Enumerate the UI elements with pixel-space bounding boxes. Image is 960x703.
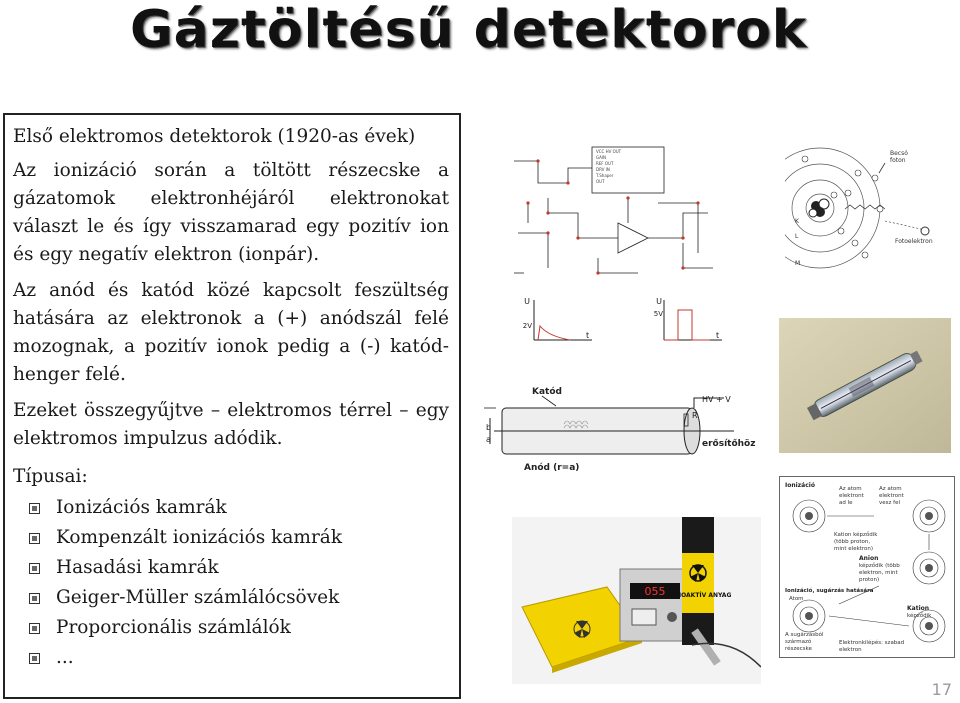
list-item: Proporcionális számlálók — [29, 613, 449, 643]
svg-text:A sugárzásból: A sugárzásból — [785, 632, 824, 638]
bullet-icon — [29, 563, 40, 574]
bullet-icon — [29, 593, 40, 604]
intro-line: Első elektromos detektorok (1920-as évek) — [13, 126, 416, 147]
cation-label: Kation — [907, 605, 930, 612]
beam-label: Ionizáció, sugárzás hatására — [785, 588, 874, 594]
atom-diagram — [785, 143, 950, 278]
ionization-diagram — [779, 476, 959, 658]
axis-u-label: U — [656, 297, 662, 306]
resistor-label: R — [692, 411, 698, 420]
a-label: a — [486, 435, 491, 444]
paragraph-ionization: Az ionizáció során a töltött részecske a gázatomok elektronhéjáról elektronokat választ le és így visszamarad egy pozitív ion és egy negatív elektron (ionpár). — [13, 160, 449, 265]
svg-text:REF OUT: REF OUT — [596, 161, 614, 166]
axis-u-label: U — [524, 297, 530, 306]
types-list — [13, 493, 449, 673]
pulse-graph-left — [520, 296, 595, 344]
level-label: 5V — [653, 310, 663, 318]
shell-m-label: M — [795, 260, 801, 267]
svg-text:OUT: OUT — [596, 179, 605, 184]
gm-tube-diagram — [484, 378, 762, 474]
slide-title: Gáztöltésű detektorok — [130, 0, 808, 60]
svg-text:proton): proton) — [859, 577, 880, 583]
hv-label: HV + V — [702, 395, 731, 404]
anion-label: Anion — [859, 555, 879, 562]
circuit-schematic — [508, 143, 730, 283]
counter-display: 055 — [644, 585, 666, 598]
svg-text:elektron: elektron — [839, 647, 862, 653]
slide-number: 17 — [931, 680, 952, 699]
b-label: b — [486, 423, 492, 432]
svg-text:részecske: részecske — [785, 646, 812, 652]
counter-photo — [512, 517, 761, 684]
svg-text:Az atom: Az atom — [839, 486, 862, 492]
svg-text:ad le: ad le — [839, 500, 853, 506]
cathode-label: Katód — [532, 387, 562, 397]
bullet-icon — [29, 503, 40, 514]
level-label: 2V — [522, 322, 532, 330]
axis-t-label: t — [716, 331, 720, 340]
axis-t-label: t — [586, 331, 590, 340]
list-item: Kompenzált ionizációs kamrák — [29, 523, 449, 553]
paragraph-pulse: Ezeket összegyűjtve – elektromos térrel – egy elektromos impulzus adódik. — [13, 400, 449, 449]
svg-text:elektront: elektront — [879, 493, 904, 499]
svg-text:képződik (több: képződik (több — [859, 563, 900, 569]
amplifier-label: erősítőhöz — [702, 439, 756, 449]
svg-text:mint elektron): mint elektron) — [834, 546, 874, 552]
svg-text:GAIN: GAIN — [596, 155, 607, 160]
bullet-icon — [29, 653, 40, 664]
bullet-icon — [29, 533, 40, 544]
svg-text:VCC HV OUT: VCC HV OUT — [596, 149, 622, 154]
shell-k-label: K — [795, 218, 799, 225]
svg-text:DRV IN: DRV IN — [596, 167, 610, 172]
svg-text:foton: foton — [890, 157, 906, 164]
svg-text:elektront: elektront — [839, 493, 864, 499]
bullet-icon — [29, 623, 40, 634]
paragraph-drift: Az anód és katód közé kapcsolt feszültség hatására az elektronok a (+) anódszál felé mozognak, a pozitív ionok pedig a (-) katód-henger felé. — [13, 280, 449, 385]
list-item: Geiger-Müller számlálócsövek — [29, 583, 449, 613]
svg-text:Kation képződik: Kation képződik — [834, 532, 878, 538]
photon-label: Becsó — [890, 150, 908, 157]
geiger-tube-photo — [779, 318, 951, 453]
svg-text:Elektronkilépés: szabad: Elektronkilépés: szabad — [839, 640, 905, 646]
photoelectron-label: Fotoelektron — [895, 238, 933, 245]
ionization-title: Ionizáció — [785, 482, 815, 489]
list-item: ... — [29, 643, 449, 673]
svg-text:(több proton,: (több proton, — [834, 539, 871, 545]
cation-sub: képződik — [907, 613, 932, 619]
anode-label: Anód (r=a) — [524, 463, 580, 473]
svg-text:elektron, mint: elektron, mint — [859, 570, 898, 576]
list-item: Ionizációs kamrák — [29, 493, 449, 523]
svg-text:T.Shaper: T.Shaper — [596, 173, 614, 178]
svg-text:vesz fel: vesz fel — [879, 500, 900, 506]
svg-text:származó: származó — [785, 639, 812, 645]
list-item: Hasadási kamrák — [29, 553, 449, 583]
svg-text:Az atom: Az atom — [879, 486, 902, 492]
shell-l-label: L — [795, 233, 799, 240]
types-heading: Típusai: — [13, 466, 88, 487]
atom-label: Atom — [789, 596, 804, 602]
pulse-graph-right — [650, 296, 725, 344]
can-label: RADIOAKTÍV ANYAG — [664, 592, 732, 599]
text-panel — [3, 113, 461, 699]
